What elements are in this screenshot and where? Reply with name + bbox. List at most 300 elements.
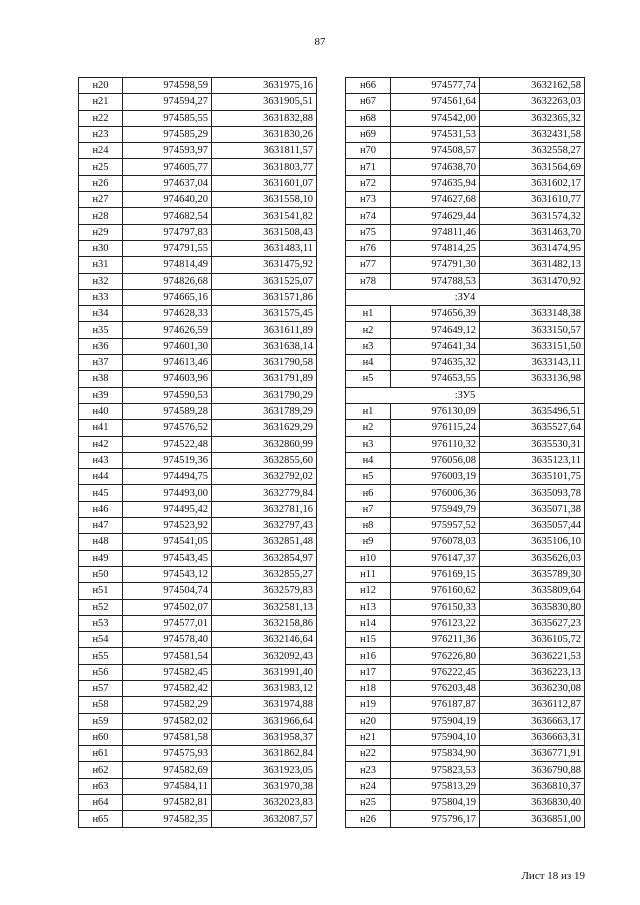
y-coordinate: 3636830,40 xyxy=(480,795,585,811)
point-label: н78 xyxy=(346,273,391,289)
table-row xyxy=(346,159,585,175)
x-coordinate: 974814,49 xyxy=(123,257,212,273)
point-label: н10 xyxy=(346,550,391,566)
y-coordinate: 3635789,30 xyxy=(480,566,585,582)
y-coordinate: 3632855,27 xyxy=(212,566,317,582)
point-label: н68 xyxy=(346,110,391,126)
y-coordinate: 3635527,64 xyxy=(480,420,585,436)
point-label: н60 xyxy=(79,729,123,745)
y-coordinate: 3635627,23 xyxy=(480,615,585,631)
x-coordinate: 974641,34 xyxy=(391,338,480,354)
y-coordinate: 3632023,83 xyxy=(212,795,317,811)
y-coordinate: 3631508,43 xyxy=(212,224,317,240)
y-coordinate: 3631638,14 xyxy=(212,338,317,354)
table-row xyxy=(79,420,317,436)
section-label: :ЗУ4 xyxy=(346,289,585,305)
y-coordinate: 3635093,78 xyxy=(480,485,585,501)
x-coordinate: 974581,58 xyxy=(123,729,212,745)
table-row xyxy=(346,257,585,273)
x-coordinate: 974649,12 xyxy=(391,322,480,338)
table-row xyxy=(79,387,317,403)
y-coordinate: 3632851,48 xyxy=(212,534,317,550)
table-row xyxy=(346,795,585,811)
point-label: н30 xyxy=(79,240,123,256)
y-coordinate: 3632779,84 xyxy=(212,485,317,501)
table-row xyxy=(79,811,317,827)
table-row xyxy=(79,485,317,501)
x-coordinate: 975823,53 xyxy=(391,762,480,778)
point-label: н59 xyxy=(79,713,123,729)
y-coordinate: 3636771,91 xyxy=(480,746,585,762)
x-coordinate: 974603,96 xyxy=(123,371,212,387)
table-row xyxy=(346,273,585,289)
table-row xyxy=(346,126,585,142)
table-row xyxy=(79,599,317,615)
x-coordinate: 974601,30 xyxy=(123,338,212,354)
point-label: н27 xyxy=(79,192,123,208)
point-label: н29 xyxy=(79,224,123,240)
y-coordinate: 3631611,89 xyxy=(212,322,317,338)
x-coordinate: 974531,53 xyxy=(391,126,480,142)
table-row xyxy=(346,697,585,713)
y-coordinate: 3631475,92 xyxy=(212,257,317,273)
table-row xyxy=(346,94,585,110)
table-row xyxy=(346,566,585,582)
point-label: н65 xyxy=(79,811,123,827)
table-row xyxy=(79,371,317,387)
point-label: н25 xyxy=(79,159,123,175)
point-label: н44 xyxy=(79,469,123,485)
point-label: н57 xyxy=(79,680,123,696)
point-label: н21 xyxy=(79,94,123,110)
x-coordinate: 976115,24 xyxy=(391,420,480,436)
x-coordinate: 974788,53 xyxy=(391,273,480,289)
x-coordinate: 974581,54 xyxy=(123,648,212,664)
x-coordinate: 974811,46 xyxy=(391,224,480,240)
x-coordinate: 975804,19 xyxy=(391,795,480,811)
table-row xyxy=(346,583,585,599)
point-label: н23 xyxy=(346,762,391,778)
x-coordinate: 975813,29 xyxy=(391,778,480,794)
y-coordinate: 3631474,95 xyxy=(480,240,585,256)
point-label: н66 xyxy=(346,78,391,94)
x-coordinate: 974665,16 xyxy=(123,289,212,305)
y-coordinate: 3631558,10 xyxy=(212,192,317,208)
x-coordinate: 974577,01 xyxy=(123,615,212,631)
y-coordinate: 3635057,44 xyxy=(480,518,585,534)
x-coordinate: 974797,83 xyxy=(123,224,212,240)
table-row xyxy=(346,436,585,452)
x-coordinate: 974582,35 xyxy=(123,811,212,827)
table-row xyxy=(346,469,585,485)
table-row xyxy=(346,485,585,501)
x-coordinate: 976056,08 xyxy=(391,452,480,468)
table-row xyxy=(79,338,317,354)
y-coordinate: 3631571,86 xyxy=(212,289,317,305)
point-label: н5 xyxy=(346,371,391,387)
point-label: н2 xyxy=(346,420,391,436)
x-coordinate: 974541,05 xyxy=(123,534,212,550)
y-coordinate: 3636230,08 xyxy=(480,680,585,696)
x-coordinate: 976226,80 xyxy=(391,648,480,664)
section-header-row xyxy=(346,289,585,305)
x-coordinate: 974791,55 xyxy=(123,240,212,256)
x-coordinate: 974577,74 xyxy=(391,78,480,94)
left-coordinates-table xyxy=(78,77,317,828)
x-coordinate: 974590,53 xyxy=(123,387,212,403)
x-coordinate: 976006,36 xyxy=(391,485,480,501)
point-label: н62 xyxy=(79,762,123,778)
x-coordinate: 975957,52 xyxy=(391,518,480,534)
x-coordinate: 974585,55 xyxy=(123,110,212,126)
x-coordinate: 974582,69 xyxy=(123,762,212,778)
x-coordinate: 974682,54 xyxy=(123,208,212,224)
table-row xyxy=(79,110,317,126)
x-coordinate: 974582,81 xyxy=(123,795,212,811)
table-row xyxy=(346,224,585,240)
x-coordinate: 974582,45 xyxy=(123,664,212,680)
table-row xyxy=(346,175,585,191)
point-label: н19 xyxy=(346,697,391,713)
point-label: н31 xyxy=(79,257,123,273)
y-coordinate: 3631830,26 xyxy=(212,126,317,142)
table-row xyxy=(346,729,585,745)
x-coordinate: 976211,36 xyxy=(391,632,480,648)
y-coordinate: 3632581,13 xyxy=(212,599,317,615)
point-label: н15 xyxy=(346,632,391,648)
x-coordinate: 974582,42 xyxy=(123,680,212,696)
point-label: н36 xyxy=(79,338,123,354)
y-coordinate: 3631483,11 xyxy=(212,240,317,256)
point-label: н20 xyxy=(346,713,391,729)
y-coordinate: 3636790,88 xyxy=(480,762,585,778)
y-coordinate: 3631983,12 xyxy=(212,680,317,696)
y-coordinate: 3631791,89 xyxy=(212,371,317,387)
y-coordinate: 3635809,64 xyxy=(480,583,585,599)
point-label: н5 xyxy=(346,469,391,485)
point-label: н71 xyxy=(346,159,391,175)
point-label: н2 xyxy=(346,322,391,338)
point-label: н33 xyxy=(79,289,123,305)
point-label: н11 xyxy=(346,566,391,582)
table-row xyxy=(346,518,585,534)
point-label: н22 xyxy=(79,110,123,126)
x-coordinate: 974504,74 xyxy=(123,583,212,599)
table-row xyxy=(346,534,585,550)
point-label: н45 xyxy=(79,485,123,501)
point-label: н24 xyxy=(79,143,123,159)
x-coordinate: 974584,11 xyxy=(123,778,212,794)
table-row xyxy=(79,550,317,566)
point-label: н24 xyxy=(346,778,391,794)
x-coordinate: 974605,77 xyxy=(123,159,212,175)
y-coordinate: 3632797,43 xyxy=(212,518,317,534)
table-row xyxy=(346,811,585,827)
table-row xyxy=(79,306,317,322)
y-coordinate: 3635830,80 xyxy=(480,599,585,615)
point-label: н76 xyxy=(346,240,391,256)
y-coordinate: 3633148,38 xyxy=(480,306,585,322)
y-coordinate: 3631574,32 xyxy=(480,208,585,224)
y-coordinate: 3631970,38 xyxy=(212,778,317,794)
table-row xyxy=(346,501,585,517)
table-row xyxy=(79,159,317,175)
x-coordinate: 974628,33 xyxy=(123,306,212,322)
point-label: н46 xyxy=(79,501,123,517)
point-label: н75 xyxy=(346,224,391,240)
table-row xyxy=(79,289,317,305)
point-label: н72 xyxy=(346,175,391,191)
y-coordinate: 3635530,31 xyxy=(480,436,585,452)
table-row xyxy=(79,126,317,142)
x-coordinate: 976130,09 xyxy=(391,403,480,419)
table-row xyxy=(79,518,317,534)
table-row xyxy=(79,713,317,729)
x-coordinate: 976078,03 xyxy=(391,534,480,550)
point-label: н52 xyxy=(79,599,123,615)
table-row xyxy=(79,664,317,680)
point-label: н22 xyxy=(346,746,391,762)
point-label: н26 xyxy=(346,811,391,827)
table-row xyxy=(346,338,585,354)
y-coordinate: 3635123,11 xyxy=(480,452,585,468)
x-coordinate: 974493,00 xyxy=(123,485,212,501)
y-coordinate: 3633136,98 xyxy=(480,371,585,387)
point-label: н37 xyxy=(79,355,123,371)
x-coordinate: 976003,19 xyxy=(391,469,480,485)
x-coordinate: 974826,68 xyxy=(123,273,212,289)
y-coordinate: 3631991,40 xyxy=(212,664,317,680)
y-coordinate: 3631923,05 xyxy=(212,762,317,778)
y-coordinate: 3636663,31 xyxy=(480,729,585,745)
table-row xyxy=(346,355,585,371)
x-coordinate: 974522,48 xyxy=(123,436,212,452)
point-label: н18 xyxy=(346,680,391,696)
table-row xyxy=(346,762,585,778)
x-coordinate: 974589,28 xyxy=(123,403,212,419)
table-row xyxy=(346,403,585,419)
y-coordinate: 3633151,50 xyxy=(480,338,585,354)
y-coordinate: 3636663,17 xyxy=(480,713,585,729)
x-coordinate: 976222,45 xyxy=(391,664,480,680)
x-coordinate: 976169,15 xyxy=(391,566,480,582)
point-label: н48 xyxy=(79,534,123,550)
table-row xyxy=(346,746,585,762)
table-row xyxy=(79,729,317,745)
y-coordinate: 3636851,00 xyxy=(480,811,585,827)
point-label: н58 xyxy=(79,697,123,713)
y-coordinate: 3636221,53 xyxy=(480,648,585,664)
point-label: н55 xyxy=(79,648,123,664)
point-label: н49 xyxy=(79,550,123,566)
y-coordinate: 3632146,64 xyxy=(212,632,317,648)
table-row xyxy=(346,599,585,615)
x-coordinate: 976187,87 xyxy=(391,697,480,713)
table-row xyxy=(79,680,317,696)
y-coordinate: 3631629,29 xyxy=(212,420,317,436)
point-label: н23 xyxy=(79,126,123,142)
table-row xyxy=(79,615,317,631)
point-label: н40 xyxy=(79,403,123,419)
table-row xyxy=(79,94,317,110)
table-row xyxy=(346,306,585,322)
y-coordinate: 3631463,70 xyxy=(480,224,585,240)
table-row xyxy=(79,746,317,762)
point-label: н42 xyxy=(79,436,123,452)
table-row xyxy=(79,208,317,224)
right-coordinates-table xyxy=(345,77,585,828)
point-label: н20 xyxy=(79,78,123,94)
y-coordinate: 3631789,29 xyxy=(212,403,317,419)
table-row xyxy=(346,110,585,126)
table-row xyxy=(346,778,585,794)
point-label: н16 xyxy=(346,648,391,664)
x-coordinate: 974575,93 xyxy=(123,746,212,762)
x-coordinate: 974613,46 xyxy=(123,355,212,371)
table-row xyxy=(79,273,317,289)
y-coordinate: 3631601,07 xyxy=(212,175,317,191)
y-coordinate: 3631803,77 xyxy=(212,159,317,175)
point-label: н38 xyxy=(79,371,123,387)
table-row xyxy=(79,762,317,778)
point-label: н12 xyxy=(346,583,391,599)
x-coordinate: 974543,12 xyxy=(123,566,212,582)
x-coordinate: 976147,37 xyxy=(391,550,480,566)
x-coordinate: 974635,94 xyxy=(391,175,480,191)
y-coordinate: 3632855,60 xyxy=(212,452,317,468)
y-coordinate: 3631602,17 xyxy=(480,175,585,191)
section-label: :ЗУ5 xyxy=(346,387,585,403)
x-coordinate: 974582,02 xyxy=(123,713,212,729)
table-row xyxy=(346,648,585,664)
point-label: н6 xyxy=(346,485,391,501)
table-row xyxy=(346,452,585,468)
y-coordinate: 3632158,86 xyxy=(212,615,317,631)
y-coordinate: 3631482,13 xyxy=(480,257,585,273)
section-header-row xyxy=(346,387,585,403)
y-coordinate: 3631610,77 xyxy=(480,192,585,208)
y-coordinate: 3631966,64 xyxy=(212,713,317,729)
y-coordinate: 3631575,45 xyxy=(212,306,317,322)
page-number: 87 xyxy=(314,36,326,48)
y-coordinate: 3632579,83 xyxy=(212,583,317,599)
x-coordinate: 974791,30 xyxy=(391,257,480,273)
point-label: н63 xyxy=(79,778,123,794)
y-coordinate: 3632431,58 xyxy=(480,126,585,142)
point-label: н53 xyxy=(79,615,123,631)
table-row xyxy=(79,452,317,468)
y-coordinate: 3632558,27 xyxy=(480,143,585,159)
table-row xyxy=(346,420,585,436)
point-label: н41 xyxy=(79,420,123,436)
x-coordinate: 974638,70 xyxy=(391,159,480,175)
x-coordinate: 974508,57 xyxy=(391,143,480,159)
table-row xyxy=(79,778,317,794)
table-row xyxy=(79,501,317,517)
point-label: н8 xyxy=(346,518,391,534)
y-coordinate: 3632087,57 xyxy=(212,811,317,827)
table-row xyxy=(346,143,585,159)
x-coordinate: 974626,59 xyxy=(123,322,212,338)
y-coordinate: 3631958,37 xyxy=(212,729,317,745)
table-row xyxy=(79,257,317,273)
point-label: н51 xyxy=(79,583,123,599)
table-row xyxy=(346,208,585,224)
y-coordinate: 3636105,72 xyxy=(480,632,585,648)
x-coordinate: 975949,79 xyxy=(391,501,480,517)
point-label: н74 xyxy=(346,208,391,224)
point-label: н64 xyxy=(79,795,123,811)
x-coordinate: 975834,90 xyxy=(391,746,480,762)
x-coordinate: 975904,10 xyxy=(391,729,480,745)
x-coordinate: 974561,64 xyxy=(391,94,480,110)
table-row xyxy=(79,583,317,599)
y-coordinate: 3631564,69 xyxy=(480,159,585,175)
point-label: н26 xyxy=(79,175,123,191)
point-label: н9 xyxy=(346,534,391,550)
x-coordinate: 975904,19 xyxy=(391,713,480,729)
y-coordinate: 3635071,38 xyxy=(480,501,585,517)
point-label: н13 xyxy=(346,599,391,615)
y-coordinate: 3633143,11 xyxy=(480,355,585,371)
table-row xyxy=(346,664,585,680)
point-label: н47 xyxy=(79,518,123,534)
table-row xyxy=(79,534,317,550)
y-coordinate: 3631525,07 xyxy=(212,273,317,289)
point-label: н3 xyxy=(346,338,391,354)
y-coordinate: 3636112,87 xyxy=(480,697,585,713)
x-coordinate: 976150,33 xyxy=(391,599,480,615)
x-coordinate: 974598,59 xyxy=(123,78,212,94)
table-row xyxy=(346,78,585,94)
y-coordinate: 3635496,51 xyxy=(480,403,585,419)
point-label: н56 xyxy=(79,664,123,680)
x-coordinate: 974494,75 xyxy=(123,469,212,485)
y-coordinate: 3632263,03 xyxy=(480,94,585,110)
table-row xyxy=(79,403,317,419)
x-coordinate: 974637,04 xyxy=(123,175,212,191)
table-row xyxy=(79,78,317,94)
table-row xyxy=(79,648,317,664)
point-label: н28 xyxy=(79,208,123,224)
x-coordinate: 974814,25 xyxy=(391,240,480,256)
table-row xyxy=(79,795,317,811)
point-label: н21 xyxy=(346,729,391,745)
table-row xyxy=(346,240,585,256)
y-coordinate: 3631975,16 xyxy=(212,78,317,94)
table-row xyxy=(79,322,317,338)
y-coordinate: 3631905,51 xyxy=(212,94,317,110)
y-coordinate: 3631811,57 xyxy=(212,143,317,159)
point-label: н54 xyxy=(79,632,123,648)
x-coordinate: 976110,32 xyxy=(391,436,480,452)
x-coordinate: 974519,36 xyxy=(123,452,212,468)
y-coordinate: 3631470,92 xyxy=(480,273,585,289)
table-row xyxy=(346,680,585,696)
y-coordinate: 3636223,13 xyxy=(480,664,585,680)
y-coordinate: 3636810,37 xyxy=(480,778,585,794)
x-coordinate: 975796,17 xyxy=(391,811,480,827)
table-row xyxy=(79,355,317,371)
point-label: н35 xyxy=(79,322,123,338)
x-coordinate: 974627,68 xyxy=(391,192,480,208)
point-label: н3 xyxy=(346,436,391,452)
point-label: н34 xyxy=(79,306,123,322)
table-row xyxy=(79,143,317,159)
point-label: н77 xyxy=(346,257,391,273)
x-coordinate: 974502,07 xyxy=(123,599,212,615)
x-coordinate: 974629,44 xyxy=(391,208,480,224)
